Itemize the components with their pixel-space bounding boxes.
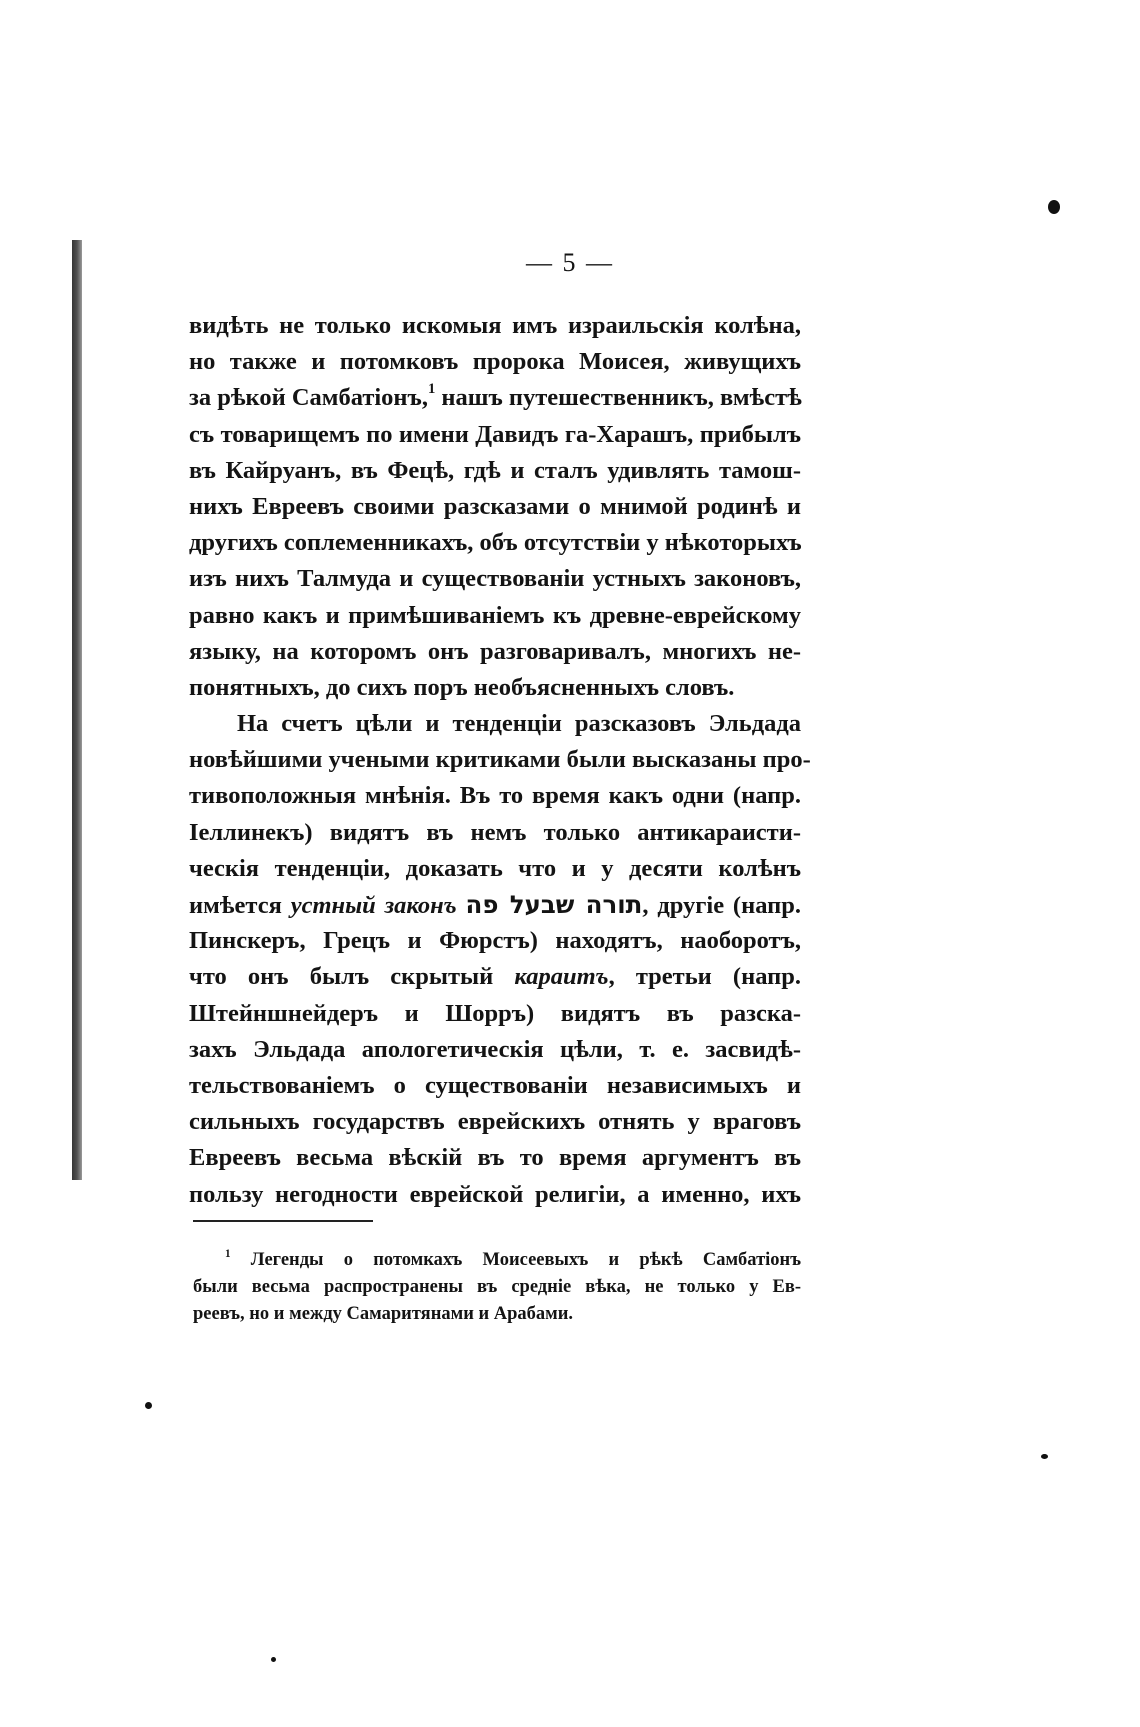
text-line: въ Кайруанъ, въ Фецѣ, гдѣ и сталъ удивлять тамош- [189,456,801,484]
text-line: тельствованіемъ о существованіи независимыхъ и [189,1071,801,1099]
page-number: — 5 — [526,248,614,277]
text-line: Пинскеръ, Грецъ и Фюрстъ) находятъ, наоборотъ, [189,927,801,955]
footnote-reference: 1 [427,381,436,398]
text-line: Евреевъ весьма вѣскій въ то время аргументъ въ [189,1144,801,1172]
text-segment: , третьи (напр. [608,963,801,991]
text-line: но также и потомковъ пророка Моисея, живущихъ [189,348,801,376]
text-line: съ товарищемъ по имени Давидъ га-Харашъ, прибылъ [189,420,801,448]
text-line: пользу негодности еврейской религіи, а именно, ихъ [189,1180,801,1208]
footnote-line [193,1247,801,1274]
paragraph-start-line: На счетъ цѣли и тенденціи разсказовъ Эльдада [237,710,801,738]
text-line: ческія тенденціи, доказать что и у десяти колѣнъ [189,854,801,882]
footnote-marker: 1 [225,1248,231,1260]
italic-term: устный законъ [290,892,457,919]
text-line: новѣйшими учеными критиками были высказаны про- [189,746,811,774]
text-segment: за рѣкой Самбатіонъ, [189,384,428,412]
text-line: Іеллинекъ) видятъ въ немъ только антикараисти- [189,818,801,846]
binding-edge-shadow [72,240,82,1180]
italic-term: караитъ [514,963,609,991]
text-line: изъ нихъ Талмуда и существованіи устныхъ законовъ, [189,565,801,593]
ink-speck [1048,200,1060,214]
text-line: Штейншнейдеръ и Шорръ) видятъ въ разска- [189,999,801,1027]
ink-speck [145,1402,152,1409]
text-line: языку, на которомъ онъ разговаривалъ, многихъ не- [189,637,801,665]
main-text [189,308,811,1213]
footnote [193,1247,801,1328]
footnote-line: были весьма распространены въ средніе вѣка, не только у Ев- [193,1277,801,1297]
text-segment: , другіе (напр. [642,892,801,919]
text-line: нихъ Евреевъ своими разсказами о мнимой родинѣ и [189,492,801,520]
hebrew-term: תורה שבעל פה [465,890,643,919]
text-line: видѣть не только искомыя имъ израильскія колѣна, [189,312,801,339]
text-line [189,887,801,923]
text-line: понятныхъ, до сихъ поръ необъясненныхъ словъ. [189,673,735,701]
text-line: тивоположныя мнѣнія. Въ то время какъ одни (напр. [189,782,801,810]
footnote-divider [193,1220,373,1222]
text-segment: имѣется [189,892,291,919]
footnote-line: реевъ, но и между Самаритянами и Арабами. [193,1304,574,1324]
ink-speck [1041,1454,1048,1459]
text-line [189,380,801,416]
footnote-segment: Легенды о потомкахъ Моисеевыхъ и рѣкѣ Самбатіонъ [230,1250,801,1270]
text-segment: нашъ путешественникъ, вмѣстѣ [435,384,802,412]
text-line [189,959,801,995]
text-line: захъ Эльдада апологетическія цѣли, т. е. засвидѣ- [189,1035,801,1063]
ink-speck [271,1657,276,1662]
text-line: сильныхъ государствъ еврейскихъ отнять у враговъ [189,1108,801,1136]
text-line: равно какъ и примѣшиваніемъ къ древне-еврейскому [189,601,801,629]
text-line: другихъ соплеменникахъ, объ отсутствіи у нѣкоторыхъ [189,529,802,557]
text-segment: что онъ былъ скрытый [189,963,515,991]
